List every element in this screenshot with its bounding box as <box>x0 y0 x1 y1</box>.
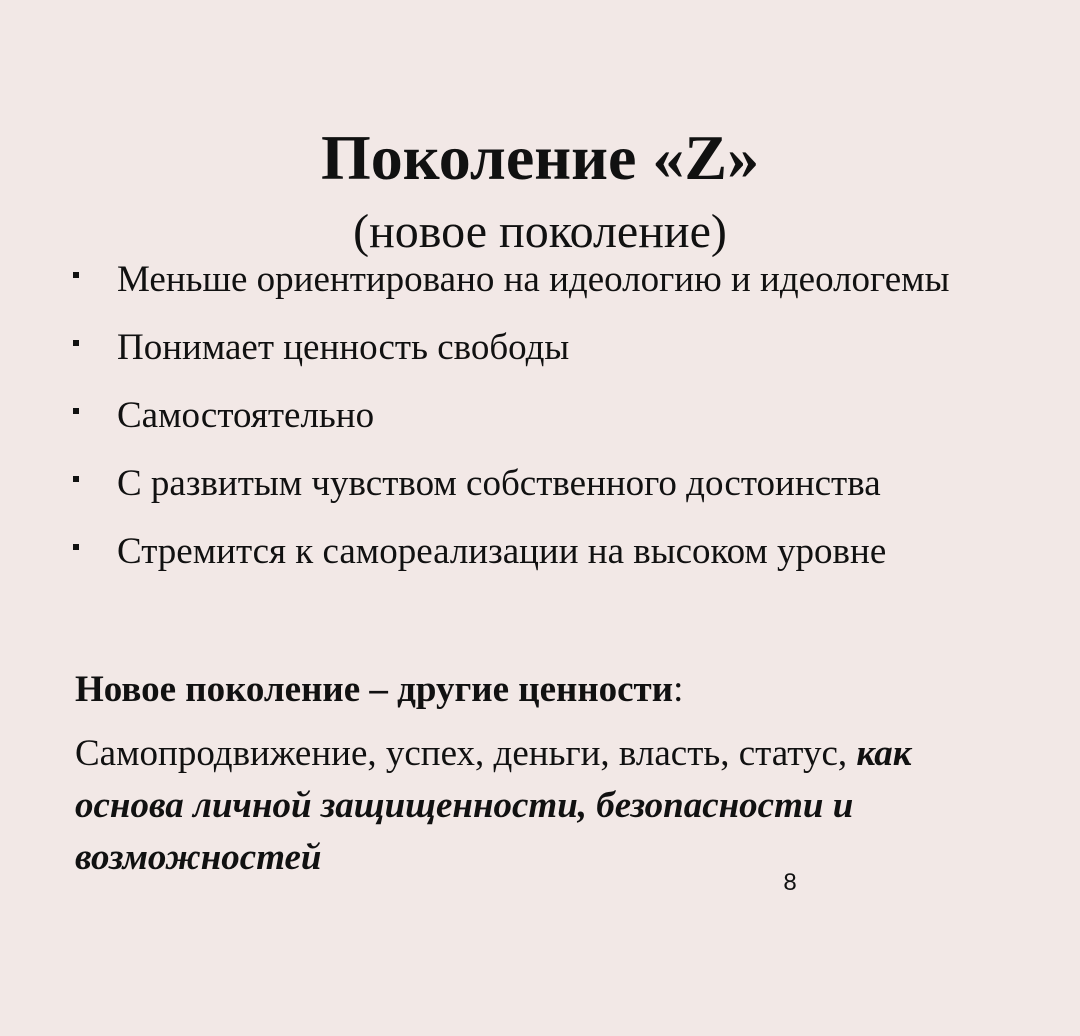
values-text <box>75 728 995 884</box>
values-heading-colon: : <box>673 669 684 710</box>
bullet-list <box>70 252 1050 592</box>
bullet-item <box>70 524 1050 592</box>
page-number: 8 <box>783 869 797 896</box>
bullet-marker-icon <box>73 544 79 550</box>
bullet-text: С развитым чувством собственного достоинства <box>117 463 881 504</box>
bullet-marker-icon <box>73 272 79 278</box>
values-heading <box>75 662 683 718</box>
bullet-item <box>70 320 1050 388</box>
bullet-text: Самостоятельно <box>117 395 375 436</box>
slide-subtitle: (новое поколение) <box>353 205 727 258</box>
bullet-item <box>70 388 1050 456</box>
values-heading-text: Новое поколение – другие ценности <box>75 669 674 710</box>
values-plain-text: Самопродвижение, успех, деньги, власть, статус, <box>75 733 857 774</box>
bullet-text: Понимает ценность свободы <box>117 327 570 368</box>
bullet-item <box>70 252 1050 320</box>
bullet-marker-icon <box>73 340 79 346</box>
bullet-text: Меньше ориентировано на идеологию и идеологемы <box>117 259 950 300</box>
bullet-text: Стремится к самореализации на высоком уровне <box>117 531 887 572</box>
values-emphasis-text: как основа личной защищенности, безопасности и возможностей <box>75 733 912 878</box>
bullet-item <box>70 456 1050 524</box>
slide-title: Поколение «Z» <box>320 122 760 193</box>
bullet-marker-icon <box>73 476 79 482</box>
bullet-marker-icon <box>73 408 79 414</box>
